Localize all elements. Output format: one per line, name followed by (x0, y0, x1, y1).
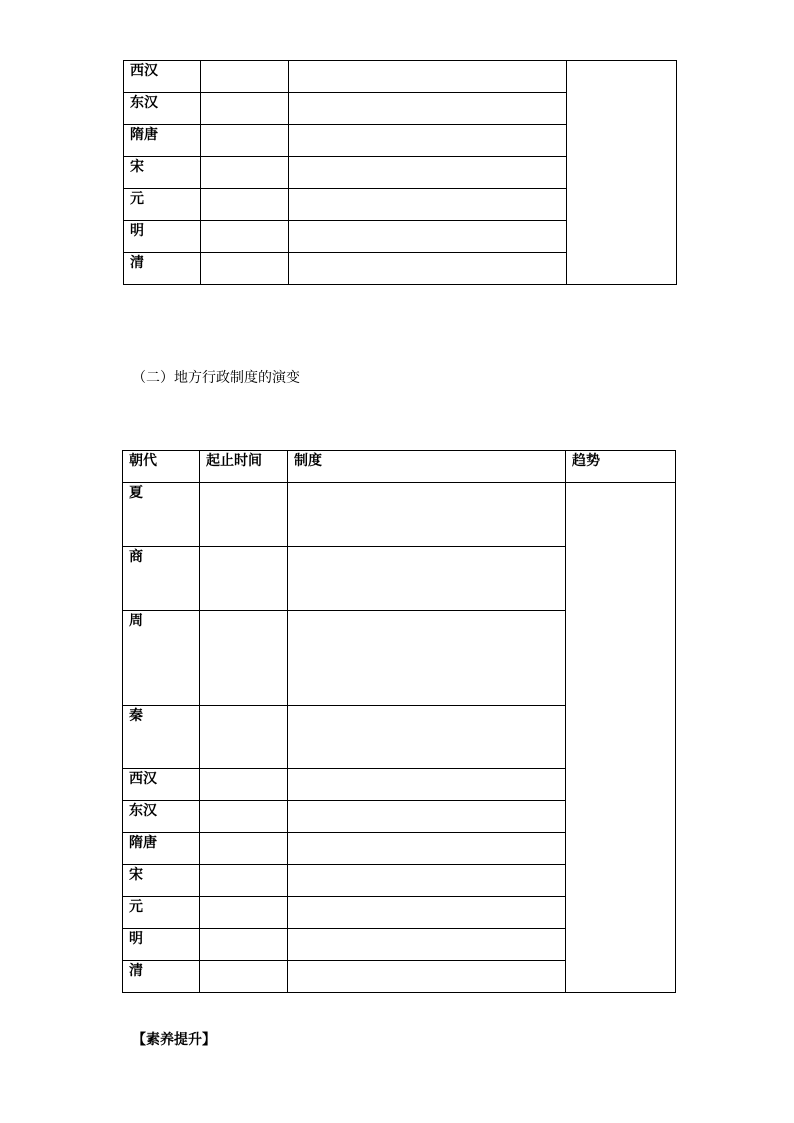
system-cell[interactable] (289, 157, 567, 189)
header-dynasty: 朝代 (123, 451, 200, 483)
system-cell[interactable] (288, 769, 566, 801)
time-cell[interactable] (200, 547, 288, 611)
dynasty-cell: 周 (123, 611, 200, 706)
table-row (124, 61, 677, 93)
trend-cell[interactable] (567, 61, 677, 285)
time-cell[interactable] (200, 929, 288, 961)
dynasty-cell: 明 (124, 221, 201, 253)
dynasty-cell: 东汉 (124, 93, 201, 125)
dynasty-cell: 隋唐 (124, 125, 201, 157)
time-cell[interactable] (200, 483, 288, 547)
dynasty-cell: 夏 (123, 483, 200, 547)
trend-cell[interactable] (566, 483, 676, 993)
dynasty-cell: 清 (123, 961, 200, 993)
dynasty-cell: 元 (124, 189, 201, 221)
dynasty-cell: 清 (124, 253, 201, 285)
time-cell[interactable] (200, 897, 288, 929)
dynasty-cell: 西汉 (123, 769, 200, 801)
header-time: 起止时间 (200, 451, 288, 483)
time-cell[interactable] (200, 833, 288, 865)
table-header-row (123, 451, 676, 483)
section-heading: （二）地方行政制度的演变 (132, 370, 300, 386)
system-cell[interactable] (288, 483, 566, 547)
system-cell[interactable] (289, 253, 567, 285)
time-cell[interactable] (200, 865, 288, 897)
time-cell[interactable] (201, 189, 289, 221)
dynasty-cell: 商 (123, 547, 200, 611)
system-cell[interactable] (289, 61, 567, 93)
time-cell[interactable] (200, 611, 288, 706)
dynasty-cell: 宋 (124, 157, 201, 189)
header-trend: 趋势 (566, 451, 676, 483)
system-cell[interactable] (289, 189, 567, 221)
dynasty-cell: 西汉 (124, 61, 201, 93)
system-cell[interactable] (288, 706, 566, 769)
system-cell[interactable] (288, 961, 566, 993)
time-cell[interactable] (201, 125, 289, 157)
system-cell[interactable] (288, 801, 566, 833)
dynasty-cell: 隋唐 (123, 833, 200, 865)
literacy-heading: 【素养提升】 (132, 1032, 216, 1048)
time-cell[interactable] (200, 769, 288, 801)
time-cell[interactable] (201, 61, 289, 93)
time-cell[interactable] (201, 253, 289, 285)
system-cell[interactable] (289, 125, 567, 157)
time-cell[interactable] (200, 801, 288, 833)
system-cell[interactable] (288, 611, 566, 706)
header-system: 制度 (288, 451, 566, 483)
system-cell[interactable] (288, 865, 566, 897)
time-cell[interactable] (200, 706, 288, 769)
system-cell[interactable] (289, 93, 567, 125)
time-cell[interactable] (201, 157, 289, 189)
dynasty-cell: 秦 (123, 706, 200, 769)
dynasty-cell: 宋 (123, 865, 200, 897)
dynasty-cell: 东汉 (123, 801, 200, 833)
dynasty-cell: 明 (123, 929, 200, 961)
system-cell[interactable] (288, 833, 566, 865)
time-cell[interactable] (200, 961, 288, 993)
dynasty-cell: 元 (123, 897, 200, 929)
central-system-table (123, 60, 677, 285)
time-cell[interactable] (201, 93, 289, 125)
system-cell[interactable] (289, 221, 567, 253)
local-system-table (122, 450, 676, 993)
system-cell[interactable] (288, 547, 566, 611)
time-cell[interactable] (201, 221, 289, 253)
table-row (123, 483, 676, 547)
system-cell[interactable] (288, 897, 566, 929)
system-cell[interactable] (288, 929, 566, 961)
